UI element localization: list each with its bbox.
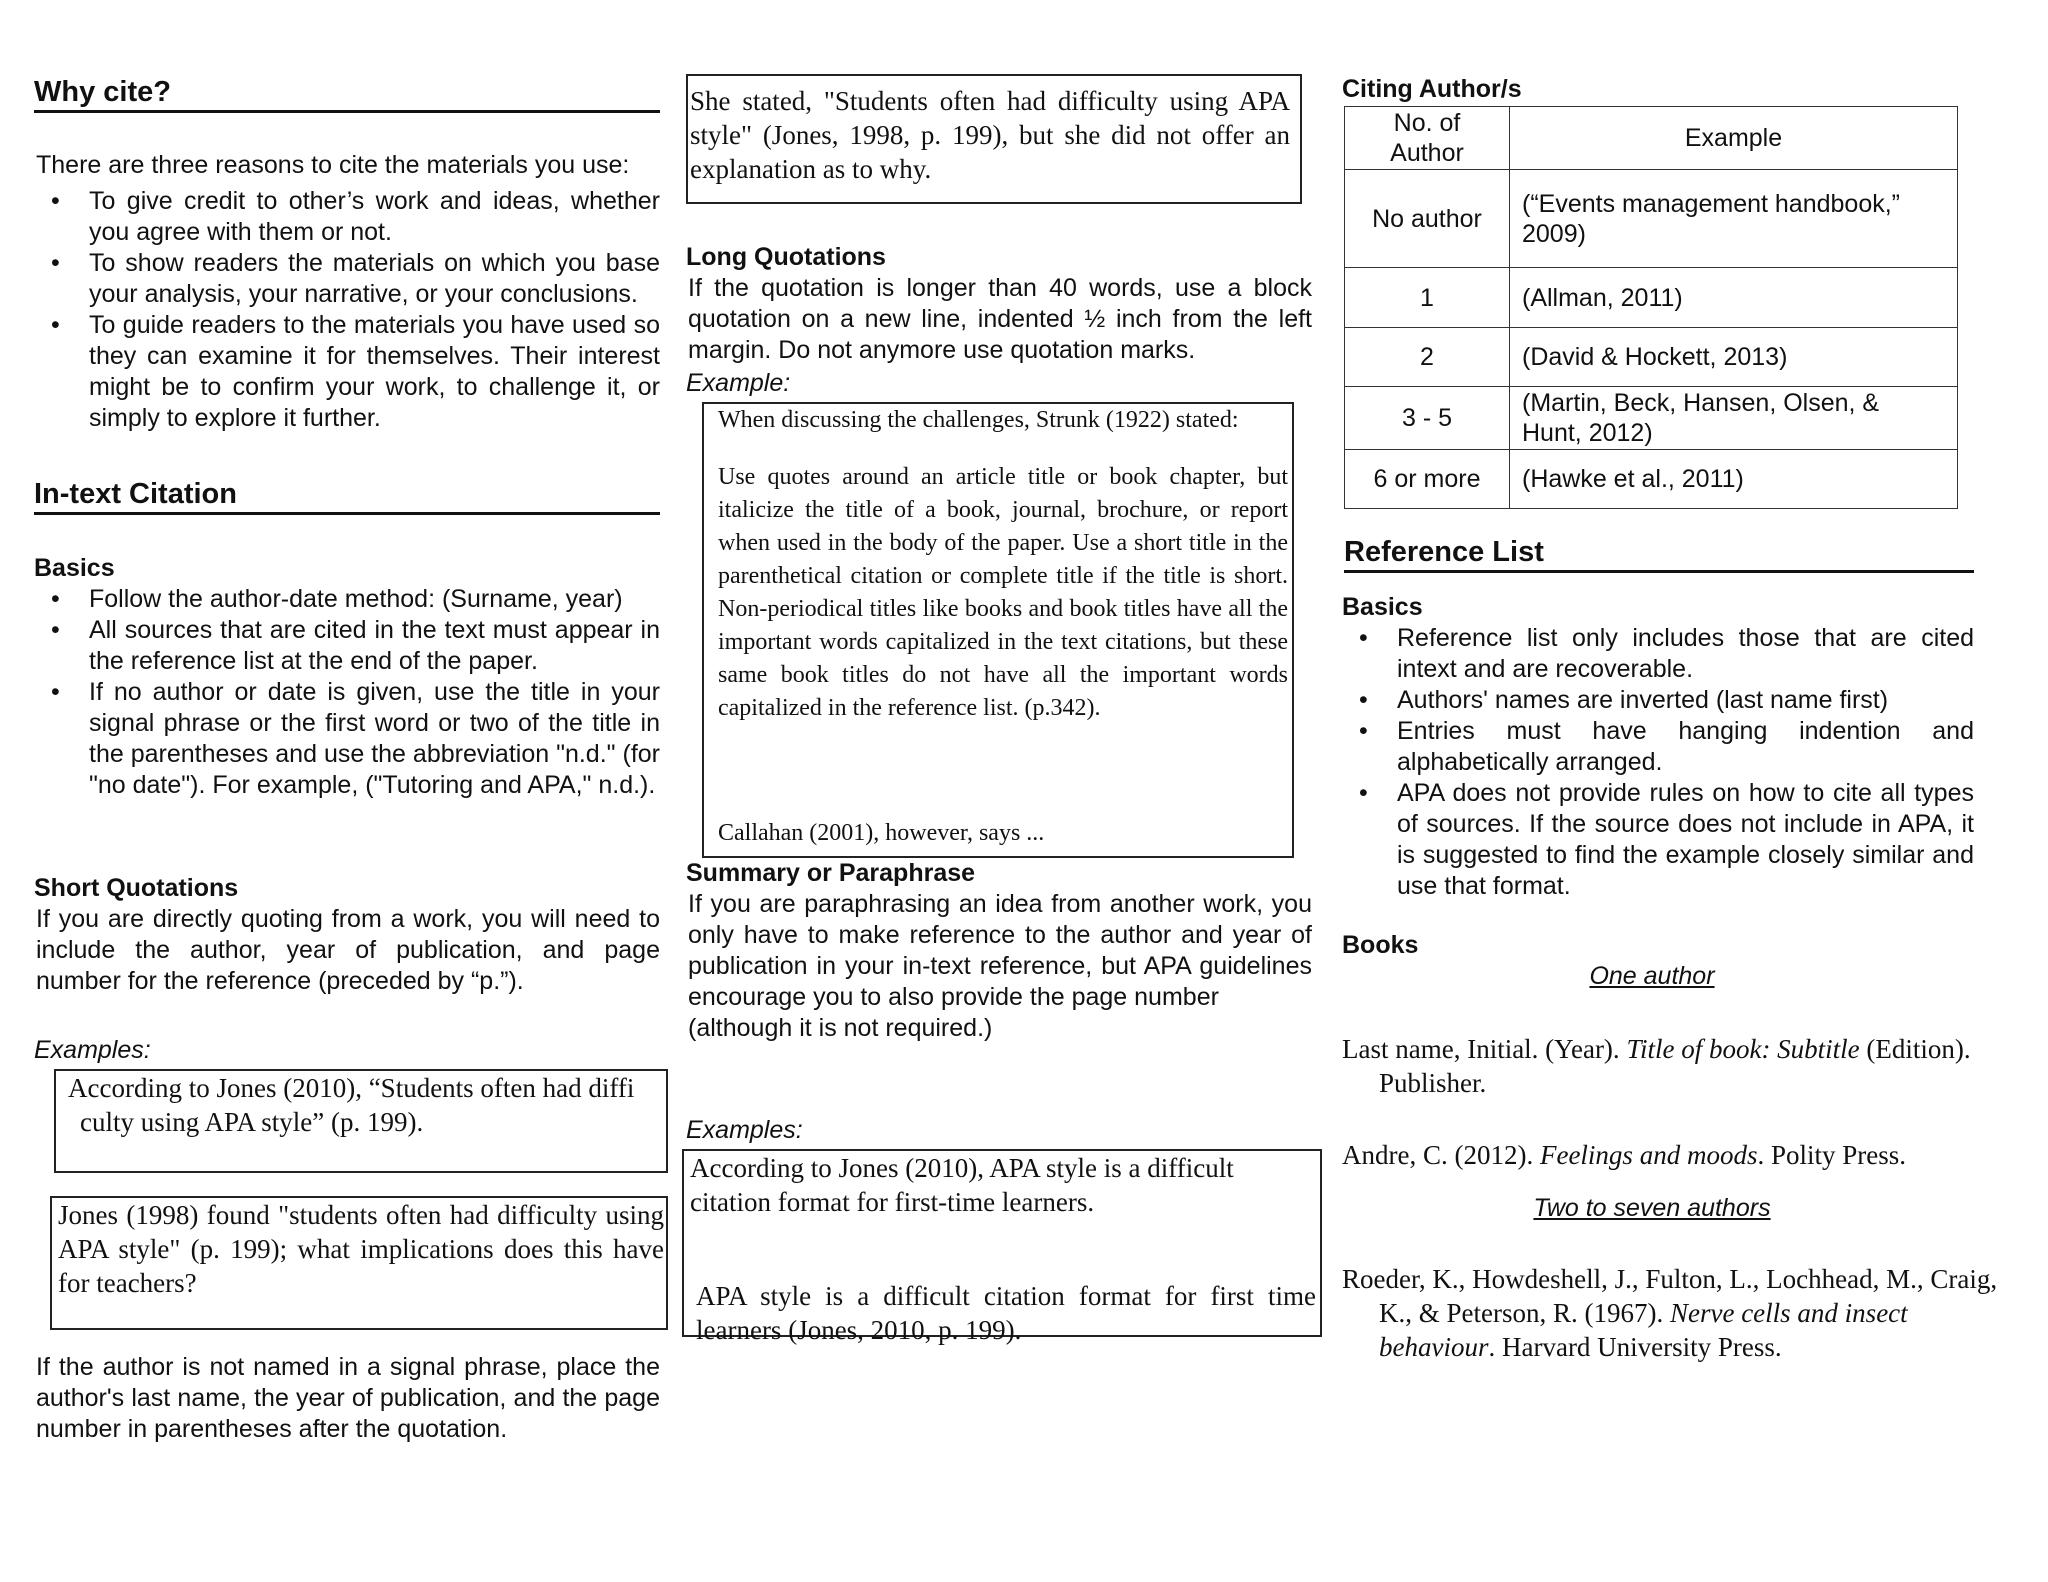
table-cell: (Allman, 2011): [1510, 268, 1958, 328]
table-header-example: Example: [1510, 107, 1958, 170]
roeder-publisher: . Harvard University Press.: [1488, 1332, 1782, 1362]
andre-publisher: . Polity Press.: [1757, 1140, 1906, 1170]
two-to-seven-label: Two to seven authors: [1533, 1194, 1771, 1222]
one-author-label: One author: [1589, 962, 1715, 990]
summary-body-text: If you are paraphrasing an idea from another work, you only have to make reference to the author and year of publication in your in-text reference, but APA guidelines encourage you to also provide the page number: [688, 890, 1312, 1011]
list-item: • Entries must have hanging indention and alphabetically arranged.: [1342, 716, 1974, 778]
short-quotations-closing: If the author is not named in a signal phrase, place the author's last name, the year of publication, and the page number in parentheses after the quotation.: [36, 1353, 660, 1443]
roeder-authors: Roeder, K., Howdeshell, J., Fulton, L., Lochhead, M., Craig, K., & Peterson, R. (1967).: [1342, 1264, 1998, 1328]
short-quotations-heading: Short Quotations: [34, 874, 239, 902]
why-cite-list: [34, 186, 660, 434]
reference-andre: [1342, 1138, 1982, 1172]
long-quotations-body: If the quotation is longer than 40 words, use a block quotation on a new line, indented ½ inch from the left margin. Do not anymore use quotation marks.: [688, 274, 1312, 364]
table-row: [1345, 387, 1958, 450]
template-title: Title of book: Subtitle: [1626, 1034, 1860, 1064]
andre-author: Andre, C. (2012).: [1342, 1140, 1540, 1170]
table-cell: (“Events management handbook,” 2009): [1510, 170, 1958, 268]
table-cell: (Hawke et al., 2011): [1510, 450, 1958, 509]
short-examples-label: Examples:: [34, 1036, 151, 1064]
short-example-1-line-1: According to Jones (2010), “Students often had diffi: [68, 1073, 635, 1103]
short-example-1-line-2: culty using APA style” (p. 199).: [80, 1107, 424, 1137]
table-row: [1345, 328, 1958, 387]
long-quotations-heading: Long Quotations: [686, 243, 886, 271]
andre-title: Feelings and moods: [1539, 1140, 1758, 1170]
summary-example-1: According to Jones (2010), APA style is a difficult citation format for first-time learners.: [690, 1153, 1234, 1217]
list-item: • To show readers the materials on which you base your analysis, your narrative, or your conclusions.: [34, 248, 660, 310]
table-row: [1345, 268, 1958, 328]
summary-heading: Summary or Paraphrase: [686, 859, 976, 887]
short-example-box-1: [54, 1069, 668, 1173]
in-text-basics-list: [34, 584, 660, 801]
table-cell: No author: [1345, 170, 1510, 268]
list-item: • If no author or date is given, use the title in your signal phrase or the first word or two of the title in the parentheses and use the abbreviation "n.d." (for "no date"). For example, ("Tutoring and APA," n.d.).: [34, 677, 660, 801]
short-example-box-2: [50, 1196, 668, 1330]
list-item: • Authors' names are inverted (last name first): [1342, 685, 1974, 716]
summary-body: [688, 889, 1312, 1044]
list-item: • To give credit to other’s work and ideas, whether you agree with them or not.: [34, 186, 660, 248]
why-cite-heading: Why cite?: [34, 74, 660, 113]
table-row: [1345, 450, 1958, 509]
list-item: • To guide readers to the materials you have used so they can examine it for themselves. Their interest might be to confirm your work, to challenge it, or simply to explore it further.: [34, 310, 660, 434]
in-text-citation-heading: In-text Citation: [34, 476, 660, 515]
reference-basics-label: Basics: [1342, 593, 1423, 621]
block-quote-after: Callahan (2001), however, says ...: [718, 820, 1045, 846]
basics-label: Basics: [34, 554, 115, 582]
list-item: • All sources that are cited in the text must appear in the reference list at the end of the paper.: [34, 615, 660, 677]
column-2: [686, 0, 1322, 1582]
table-cell: 2: [1345, 328, 1510, 387]
template-edition: (Edition). Publisher.: [1379, 1034, 1971, 1098]
list-item: • APA does not provide rules on how to cite all types of sources. If the source does not include in APA, it is suggested to find the example closely similar and use that format.: [1342, 778, 1974, 902]
table-cell: 1: [1345, 268, 1510, 328]
column-1: [34, 0, 664, 1582]
short-example-2-text: Jones (1998) found "students often had difficulty using APA style" (p. 199); what implications does this have for teachers?: [58, 1200, 664, 1298]
table-cell: (David & Hockett, 2013): [1510, 328, 1958, 387]
column-3: [1342, 0, 1998, 1582]
block-quote-text: Use quotes around an article title or book chapter, but italicize the title of a book, journal, brochure, or report when used in the body of the paper. Use a short title in the parenthetical citation or complete title if the title is short. Non-periodical titles like books and book titles have all the important words capitalized in the text citations, but these same book titles do not have all the important words capitalized in the reference list. (p.342).: [718, 464, 1288, 721]
summary-examples-label: Examples:: [686, 1116, 803, 1144]
long-example-label: Example:: [686, 369, 791, 397]
summary-body-note: (although it is not required.): [688, 1014, 993, 1042]
short-quotations-body: If you are directly quoting from a work, you will need to include the author, year of publication, and page number for the reference (preceded by “p.”).: [36, 905, 660, 995]
block-quote-box: [702, 402, 1294, 858]
list-item: • Follow the author-date method: (Surname, year): [34, 584, 660, 615]
apa-quote-text: She stated, "Students often had difficulty using APA style" (Jones, 1998, p. 199), but she did not offer an explanation as to why.: [690, 86, 1290, 184]
table-row: [1345, 170, 1958, 268]
block-quote-intro: When discussing the challenges, Strunk (1922) stated:: [718, 407, 1239, 433]
summary-example-2: APA style is a difficult citation format for first time learners (Jones, 2010, p. 199).: [696, 1281, 1316, 1345]
reference-roeder: [1342, 1262, 2019, 1364]
citing-authors-heading: Citing Author/s: [1342, 75, 1522, 103]
table-cell: 3 - 5: [1345, 387, 1510, 450]
table-header-count: No. of Author: [1345, 107, 1510, 170]
table-cell: (Martin, Beck, Hansen, Olsen, & Hunt, 2012): [1510, 387, 1958, 450]
list-item: • Reference list only includes those that are cited intext and are recoverable.: [1342, 623, 1974, 685]
reference-template: [1342, 1032, 1999, 1100]
template-author: Last name, Initial. (Year).: [1342, 1034, 1627, 1064]
reference-basics-list: [1342, 623, 1974, 902]
table-cell: 6 or more: [1345, 450, 1510, 509]
citing-authors-table: [1344, 106, 1958, 509]
why-cite-intro: There are three reasons to cite the materials you use:: [36, 151, 630, 179]
reference-list-heading: Reference List: [1344, 534, 1974, 573]
summary-example-box: [682, 1149, 1322, 1345]
books-label: Books: [1342, 931, 1419, 959]
apa-quote-box: [686, 74, 1302, 204]
roeder-title: Nerve cells and insect behaviour: [1379, 1298, 1908, 1362]
